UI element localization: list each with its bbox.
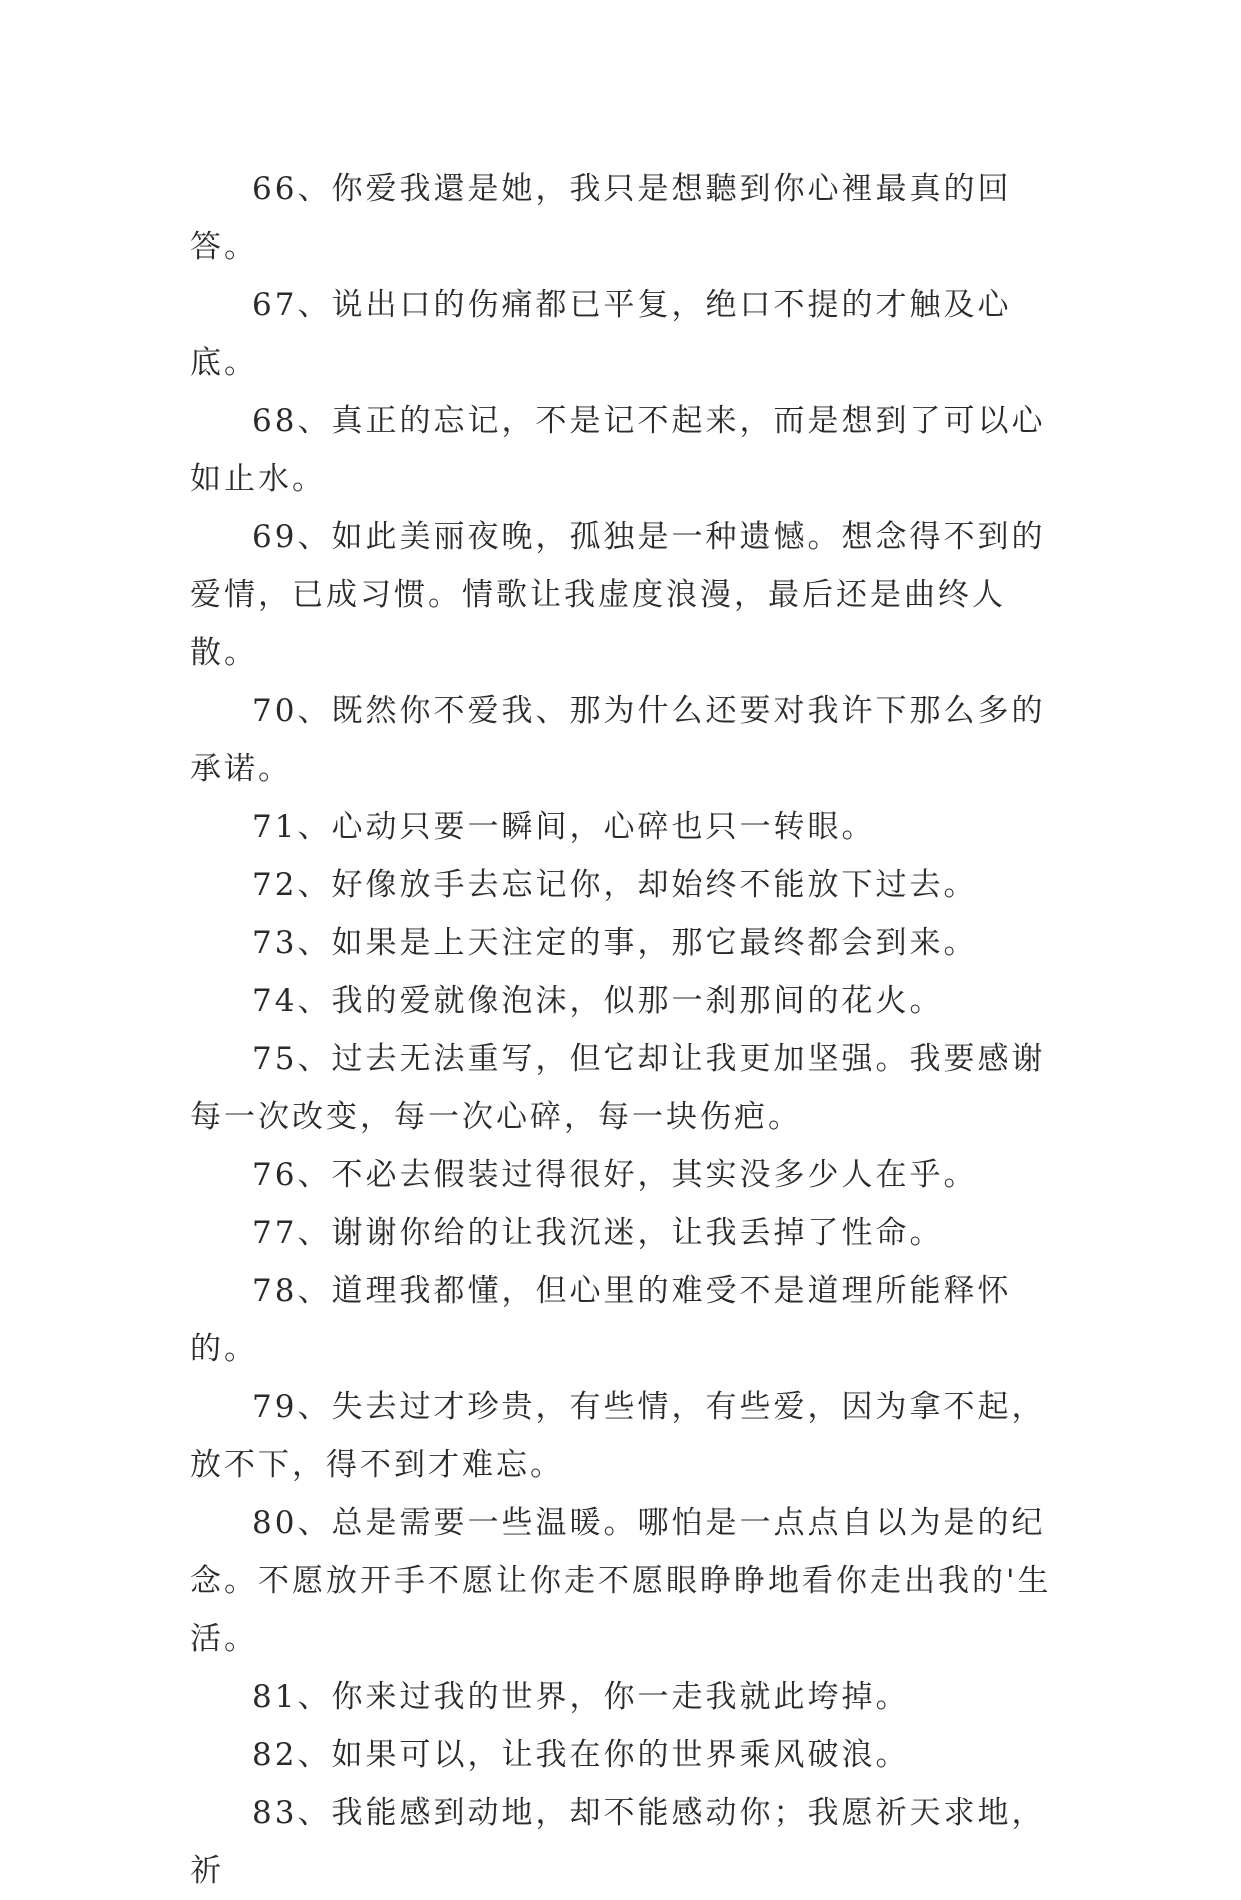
document-page	[190, 160, 1060, 1900]
paragraph-66: 66、你爱我還是她，我只是想聽到你心裡最真的回答。	[190, 171, 1012, 265]
paragraph-77: 77、谢谢你给的让我沉迷，让我丢掉了性命。	[252, 1215, 944, 1251]
paragraph-76: 76、不必去假装过得很好，其实没多少人在乎。	[252, 1157, 978, 1193]
paragraph-72: 72、好像放手去忘记你，却始终不能放下过去。	[252, 867, 978, 903]
paragraph-79: 79、失去过才珍贵，有些情，有些爱，因为拿不起，放不下，得不到才难忘。	[190, 1389, 1046, 1483]
paragraph-68: 68、真正的忘记，不是记不起来，而是想到了可以心如止水。	[190, 403, 1046, 497]
paragraph-69: 69、如此美丽夜晚，孤独是一种遗憾。想念得不到的爱情，已成习惯。情歌让我虚度浪漫，最后还是曲终人散。	[190, 519, 1046, 671]
paragraph-71: 71、心动只要一瞬间，心碎也只一转眼。	[252, 809, 876, 845]
paragraph-78: 78、道理我都懂，但心里的难受不是道理所能释怀的。	[190, 1273, 1012, 1367]
paragraph-75: 75、过去无法重写，但它却让我更加坚强。我要感谢每一次改变，每一次心碎，每一块伤疤。	[190, 1041, 1046, 1135]
paragraph-83: 83、我能感到动地，却不能感动你；我愿祈天求地，祈	[190, 1795, 1046, 1889]
paragraph-74: 74、我的爱就像泡沫，似那一刹那间的花火。	[252, 983, 944, 1019]
paragraph-73: 73、如果是上天注定的事，那它最终都会到来。	[252, 925, 978, 961]
paragraph-70: 70、既然你不爱我、那为什么还要对我许下那么多的承诺。	[190, 693, 1046, 787]
paragraph-80: 80、总是需要一些温暖。哪怕是一点点自以为是的纪念。不愿放开手不愿让你走不愿眼睁睁地看你走出我的'生活。	[190, 1505, 1052, 1657]
paragraph-82: 82、如果可以，让我在你的世界乘风破浪。	[252, 1737, 910, 1773]
paragraph-67: 67、说出口的伤痛都已平复，绝口不提的才触及心底。	[190, 287, 1012, 381]
paragraph-81: 81、你来过我的世界，你一走我就此垮掉。	[252, 1679, 910, 1715]
